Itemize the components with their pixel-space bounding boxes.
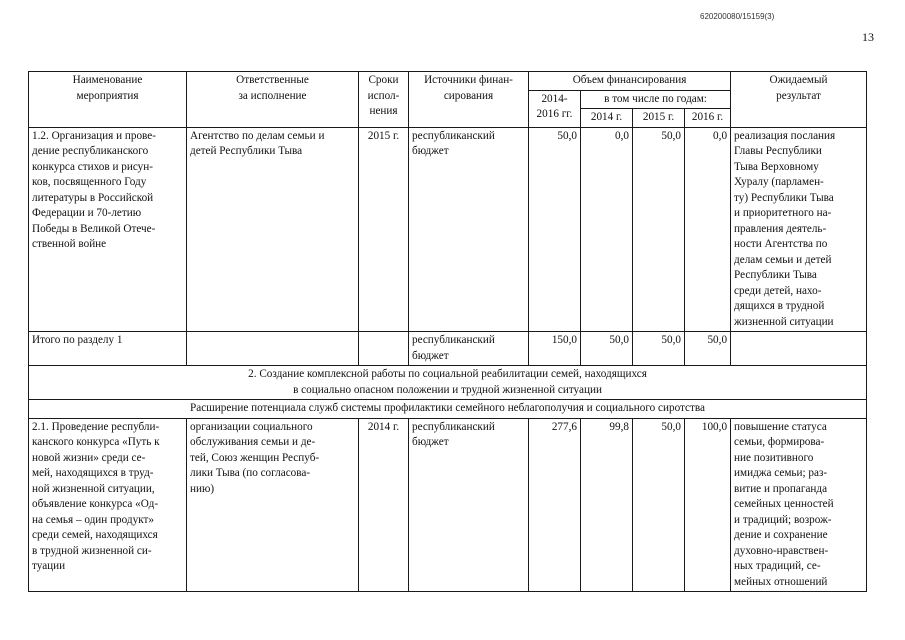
row-source: республиканский бюджет	[409, 418, 529, 592]
row-responsible	[187, 332, 359, 366]
row-2016: 0,0	[685, 127, 731, 332]
header-result: Ожидаемый результат	[731, 72, 867, 128]
page-number: 13	[862, 30, 874, 44]
row-total: 277,6	[529, 418, 581, 592]
section-2-title: 2. Создание комплексной работы по социальной реабилитации семей, находящихся в социально опасном положении и трудной жизненной ситуации	[29, 366, 867, 400]
header-name: Наименование мероприятия	[29, 72, 187, 128]
row-2015: 50,0	[633, 418, 685, 592]
row-term	[359, 332, 409, 366]
row-total: 50,0	[529, 127, 581, 332]
row-2015: 50,0	[633, 332, 685, 366]
header-sources: Источники финан- сирования	[409, 72, 529, 128]
header-year-2014: 2014 г.	[581, 109, 633, 128]
table-row	[29, 127, 867, 332]
row-source: республиканский бюджет	[409, 127, 529, 332]
header-year-2015: 2015 г.	[633, 109, 685, 128]
row-term: 2015 г.	[359, 127, 409, 332]
row-total: 150,0	[529, 332, 581, 366]
row-2016: 50,0	[685, 332, 731, 366]
row-2015: 50,0	[633, 127, 685, 332]
header-row-1	[29, 72, 867, 91]
row-2014: 50,0	[581, 332, 633, 366]
header-by-years: в том числе по годам:	[581, 90, 731, 109]
row-responsible: Агентство по делам семьи и детей Республики Тыва	[187, 127, 359, 332]
row-term: 2014 г.	[359, 418, 409, 592]
row-2016: 100,0	[685, 418, 731, 592]
row-result	[731, 332, 867, 366]
row-result: повышение статуса семьи, формирова- ние позитивного имиджа семьи; раз- витие и пропаганда семейных ценностей и традиций; возрож- дение и сохранение духовно-нравствен- ных традиций, се- мейных отношений	[731, 418, 867, 592]
row-name: 1.2. Организация и прове- дение республиканского конкурса стихов и рисун- ков, посвященного Году литературы в Российской Федерации и 70-летию Победы в Великой Отече- ственной войне	[29, 127, 187, 332]
row-2014: 99,8	[581, 418, 633, 592]
row-responsible: организации социального обслуживания семьи и де- тей, Союз женщин Респуб- лики Тыва (по согласова- нию)	[187, 418, 359, 592]
subsection-heading-row	[29, 400, 867, 419]
header-volume: Объем финансирования	[529, 72, 731, 91]
row-result: реализация послания Главы Республики Тыва Верховному Хуралу (парламен- ту) Республики Тыва и приоритетного на- правления деятель- ности Агентства по делам семьи и детей Республики Тыва среди детей, нахо- дящихся в трудной жизненной ситуации	[731, 127, 867, 332]
table-row	[29, 418, 867, 592]
subsection-title: Расширение потенциала служб системы профилактики семейного неблагополучия и социального сиротства	[29, 400, 867, 419]
header-year-2016: 2016 г.	[685, 109, 731, 128]
table-row-total	[29, 332, 867, 366]
header-responsible: Ответственные за исполнение	[187, 72, 359, 128]
row-name: Итого по разделу 1	[29, 332, 187, 366]
section-heading-row	[29, 366, 867, 400]
row-source: республиканский бюджет	[409, 332, 529, 366]
row-name: 2.1. Проведение республи- канского конкурса «Путь к новой жизни» среди се- мей, находящихся в труд- ной жизненной ситуации, объявление конкурса «Од- на семья – один продукт» среди семей, находящихся в трудной жизненной си- туации	[29, 418, 187, 592]
document-code: 620200080/15159(3)	[700, 12, 775, 21]
header-terms: Сроки испол- нения	[359, 72, 409, 128]
header-total-period: 2014- 2016 гг.	[529, 90, 581, 127]
financing-plan-table	[28, 71, 867, 592]
row-2014: 0,0	[581, 127, 633, 332]
